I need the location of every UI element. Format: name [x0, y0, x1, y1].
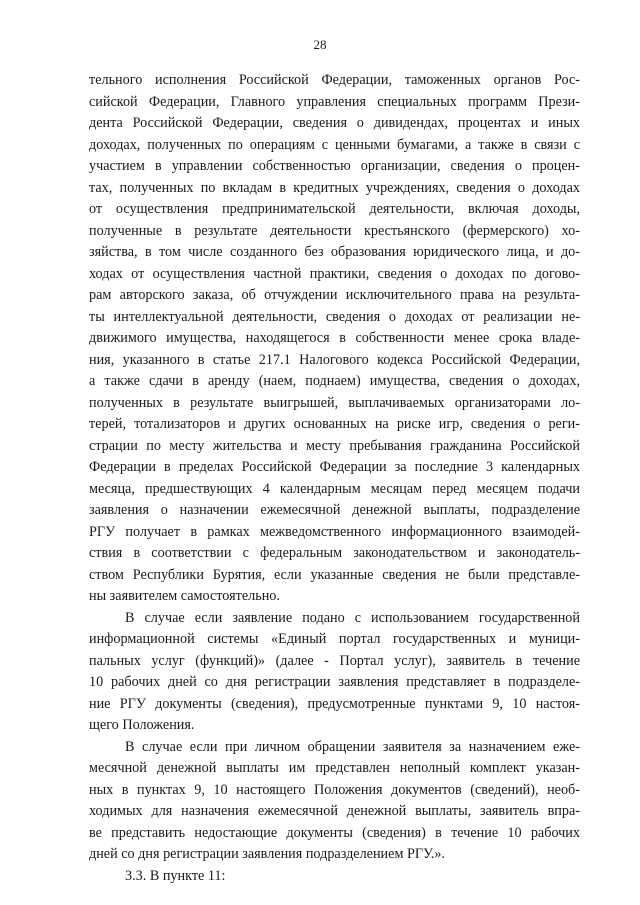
- text-line: полученные в результате деятельности крестьянского (фермерского) хо-: [89, 222, 580, 239]
- page-number: 28: [313, 37, 327, 52]
- text-line: В случае если при личном обращении заявителя за назначением еже-: [125, 738, 580, 755]
- text-line: ходах от осуществления частной практики, сведения о доходах по догово-: [89, 265, 580, 282]
- text-line: сийской Федерации, Главного управления специальных программ Прези-: [89, 93, 580, 110]
- text-line: а также сдачи в аренду (наем, поднаем) имущества, сведения о доходах,: [89, 373, 580, 389]
- text-line: участием в управлении собственностью организации, сведения о процен-: [89, 158, 580, 174]
- text-line: движимого имущества, находящегося в собственности менее срока владе-: [89, 330, 580, 346]
- text-line: ве представить недостающие документы (сведения) в течение 10 рабочих: [89, 824, 580, 841]
- text-line: терей, тотализаторов и других основанных на риске игр, сведения о реги-: [89, 416, 580, 432]
- text-line: страции по месту жительства и месту пребывания гражданина Российской: [89, 437, 580, 454]
- document-body: [89, 70, 580, 887]
- text-line: зяйства, в том числе созданного без образования юридического лица, и до-: [89, 244, 580, 260]
- text-line: 10 рабочих дней со дня регистрации заявления представляет в подразделе-: [89, 674, 580, 690]
- text-line: В случае если заявление подано с использованием государственной: [125, 609, 580, 626]
- text-line: ны заявителем самостоятельно.: [89, 588, 280, 604]
- text-line: пальных услуг (функций)» (далее - Портал услуг), заявитель в течение: [89, 652, 580, 669]
- text-line: ние РГУ документы (сведения), предусмотренные пунктами 9, 10 настоя-: [89, 695, 580, 712]
- text-line: рам авторского заказа, об отчуждении исключительного права на результа-: [89, 287, 580, 303]
- text-line: тельного исполнения Российской Федерации, таможенных органов Рос-: [89, 72, 580, 88]
- text-line: дента Российской Федерации, сведения о дивидендах, процентах и иных: [89, 115, 580, 131]
- text-line: 3.3. В пункте 11:: [125, 867, 226, 884]
- text-line: Федерации в пределах Российской Федерации за последние 3 календарных: [89, 459, 580, 475]
- text-line: доходах, полученных по операциям с ценными бумагами, а также в связи с: [89, 136, 580, 153]
- text-line: от осуществления предпринимательской деятельности, включая доходы,: [89, 201, 580, 217]
- text-line: щего Положения.: [89, 717, 195, 733]
- text-line: ты интеллектуальной деятельности, сведения о доходах от реализации не-: [89, 308, 580, 325]
- text-line: ных в пунктах 9, 10 настоящего Положения документов (сведений), необ-: [89, 781, 580, 798]
- text-line: ходимых для назначения ежемесячной денежной выплаты, заявитель впра-: [89, 803, 580, 819]
- text-line: месяца, предшествующих 4 календарным месяцам перед месяцем подачи: [89, 480, 580, 497]
- text-line: полученных в результате выигрышей, выплачиваемых организаторами ло-: [89, 394, 580, 411]
- text-line: информационной системы «Единый портал государственных и муници-: [89, 631, 580, 647]
- text-line: ствия в соответствии с федеральным законодательством и законодатель-: [89, 545, 580, 561]
- text-line: заявления о назначении ежемесячной денежной выплаты, подразделение: [89, 502, 580, 518]
- text-line: тах, полученных по вкладам в кредитных учреждениях, сведения о доходах: [89, 179, 580, 196]
- text-line: РГУ получает в рамках межведомственного информационного взаимодей-: [89, 523, 580, 540]
- text-line: дней со дня регистрации заявления подразделением РГУ.».: [89, 846, 445, 862]
- text-line: ния, указанного в статье 217.1 Налогового кодекса Российской Федерации,: [89, 351, 580, 368]
- text-line: ством Республики Бурятия, если указанные сведения не были представле-: [89, 566, 580, 583]
- text-line: месячной денежной выплаты им представлен неполный комплект указан-: [89, 760, 580, 776]
